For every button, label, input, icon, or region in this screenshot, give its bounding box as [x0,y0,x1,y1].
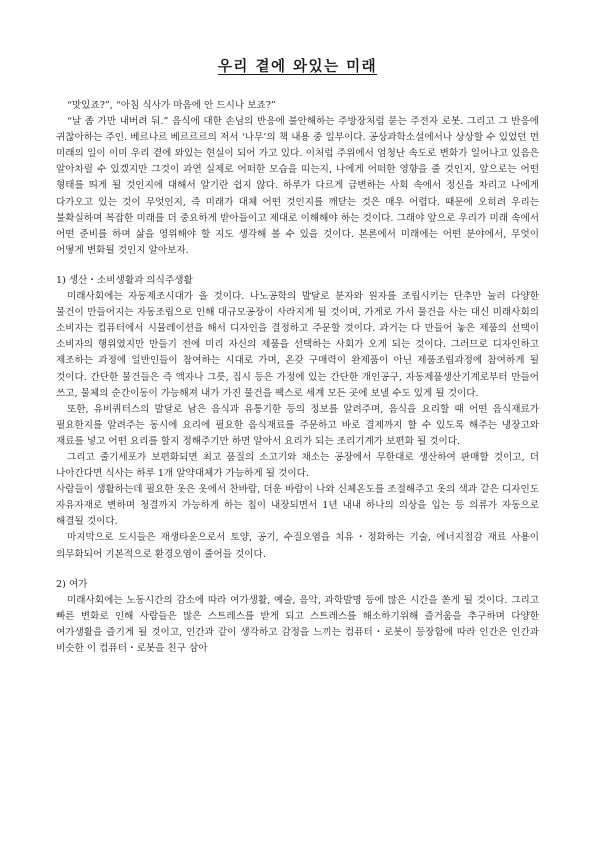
document-title: 우리 곁에 와있는 미래 [217,58,378,75]
section-gap [56,259,539,273]
section-1-paragraph-5: 마지막으로 도시들은 재생타운으로서 토양, 공기, 수질오염을 치유・정화하는 기술, 에너지절감 재료 사용이 의무화되어 기본적으로 환경오염이 줄어들 것이다. [56,532,539,560]
section-1-paragraph-1: 미래사회에는 자동제조시대가 올 것이다. 나노공학의 발달로 분자와 원자를 조립시키는 단추만 눌러 다양한 물건이 만들어지는 자동조립으로 인해 대규모공장이 사라지게 될 것이며, 가게로 가서 물건을 사는 대신 미래사회의 소비자는 컴퓨터에서 시뮬레이션을 해서 디자인을 결정하고 주문할 것이다. 과거는 다 만들어 놓은 제품의 선택이 소비자의 행위였지만 만들기 전에 미리 자신의 제품을 선택하는 사회가 오게 되는 것이다. 그러므로 디자인하고 제조하는 과정에 일반인들이 참여하는 시대로 가며, 온갖 구매력이 완제품이 아닌 제품조립과정에 참여하게 될 것이다. 간단한 물건들은 즉 액자나 그릇, 집시 등은 가정에 있는 간단한 개인공구, 자동제품생산기계로부터 만들어 쓰고, 물체의 순간이동이 가능해져 내가 가진 물건을 팩스로 세계 모든 곳에 보낼 수도 있게 될 것이다. [56,291,539,399]
section-2-heading: 2) 여가 [56,578,88,590]
section-1-paragraph-3: 그리고 줄기세포가 보편화되면 최고 품질의 소고기와 채소는 공장에서 무한대로 생산하여 판매할 것이고, 더 나아간다면 식사는 하루 1개 알약대체가 가능하게 될 것이다. [56,451,539,480]
section-1-paragraph-4: 사람들이 생활하는데 필요한 옷은 옷에서 찬바람, 더운 바람이 나와 신체온도를 조절해주고 옷의 색과 같은 디자인도 자유자재로 변하며 청결까지 가능하게 하는 칩이 내장되면서 1년 내내 하나의 의상을 입는 등 의류가 자동으로 해결될 것이다. [56,484,539,528]
section-2-paragraph-1: 미래사회에는 노동시간의 감소에 따라 여가생활, 예술, 음악, 과학발명 등에 많은 시간을 쏟게 될 것이다. 그리고 빠른 변화로 인해 사람들은 많은 스트레스를 받게 되고 스트레스를 해소하기위해 즐거움을 추구하며 다양한 여가생활을 즐기게 될 것이고, 인간과 같이 생각하고 감정을 느끼는 컴퓨터・로봇이 등장함에 따라 인간은 인간과 비슷한 이 컴퓨터・로봇을 친구 삼아 [56,594,539,654]
section-1-paragraph-2: 또한, 유비쿼터스의 발달로 남은 음식과 유통기한 등의 정보를 알려주며, 음식을 요리할 때 어떤 음식재료가 필요한지를 알려주는 동시에 요리에 필요한 음식재료를 주문하고 바로 결제까지 할 수 있도록 해주는 냉장고와 재료를 넣고 어떤 요리를 할지 정해주기만 하면 알아서 요리가 되는 조리기계가 보편화 될 것이다. [56,403,539,447]
section-gap [56,563,539,577]
section-1-heading: 1) 생산・소비생활과 의식주생활 [56,274,193,286]
intro-paragraph: “날 좀 가만 내버려 둬.” 음식에 대한 손님의 반응에 불안해하는 주방장처럼 묻는 주전자 로봇. 그리고 그 반응에 귀찮아하는 주인. 베르나르 베르르르의 저서 ‘나무’의 책 내용 중 일부이다. 공상과학소설에서나 상상할 수 있었던 먼 미래의 일이 이미 우리 곁에 와있는 현실이 되어 가고 있다. 이처럼 주위에서 엄청난 속도로 변화가 일어나고 있음은 알아차릴 수 있겠지만 그것이 과연 실제로 어떠한 모습을 띠는지, 나에게 어떠한 영향을 줄 것인지, 앞으로는 어떤 형태를 띄게 될 것인지에 대해서 알기란 쉽지 않다. 하루가 다르게 급변하는 사회 속에서 정신을 차리고 나에게 다가오고 있는 것이 무엇인지, 즉 미래가 대체 어떤 것인지를 깨닫는 것은 매우 어렵다. 때문에 오히려 우리는 불확실하며 복잡한 미래를 더 중요하게 받아들이고 제대로 이해해야 하는 것이다. 그래야 앞으로 우리가 미래 속에서 어떤 준비를 하며 삶을 영위해야 할 지도 생각해 볼 수 있을 것이다. 본론에서 미래에는 어떤 분야에서, 무엇이 어떻게 변화될 것인지 알아보자. [56,116,539,256]
intro-quote: “맛있죠?”, “아침 식사가 마음에 안 드시나 보죠?” [67,100,276,111]
